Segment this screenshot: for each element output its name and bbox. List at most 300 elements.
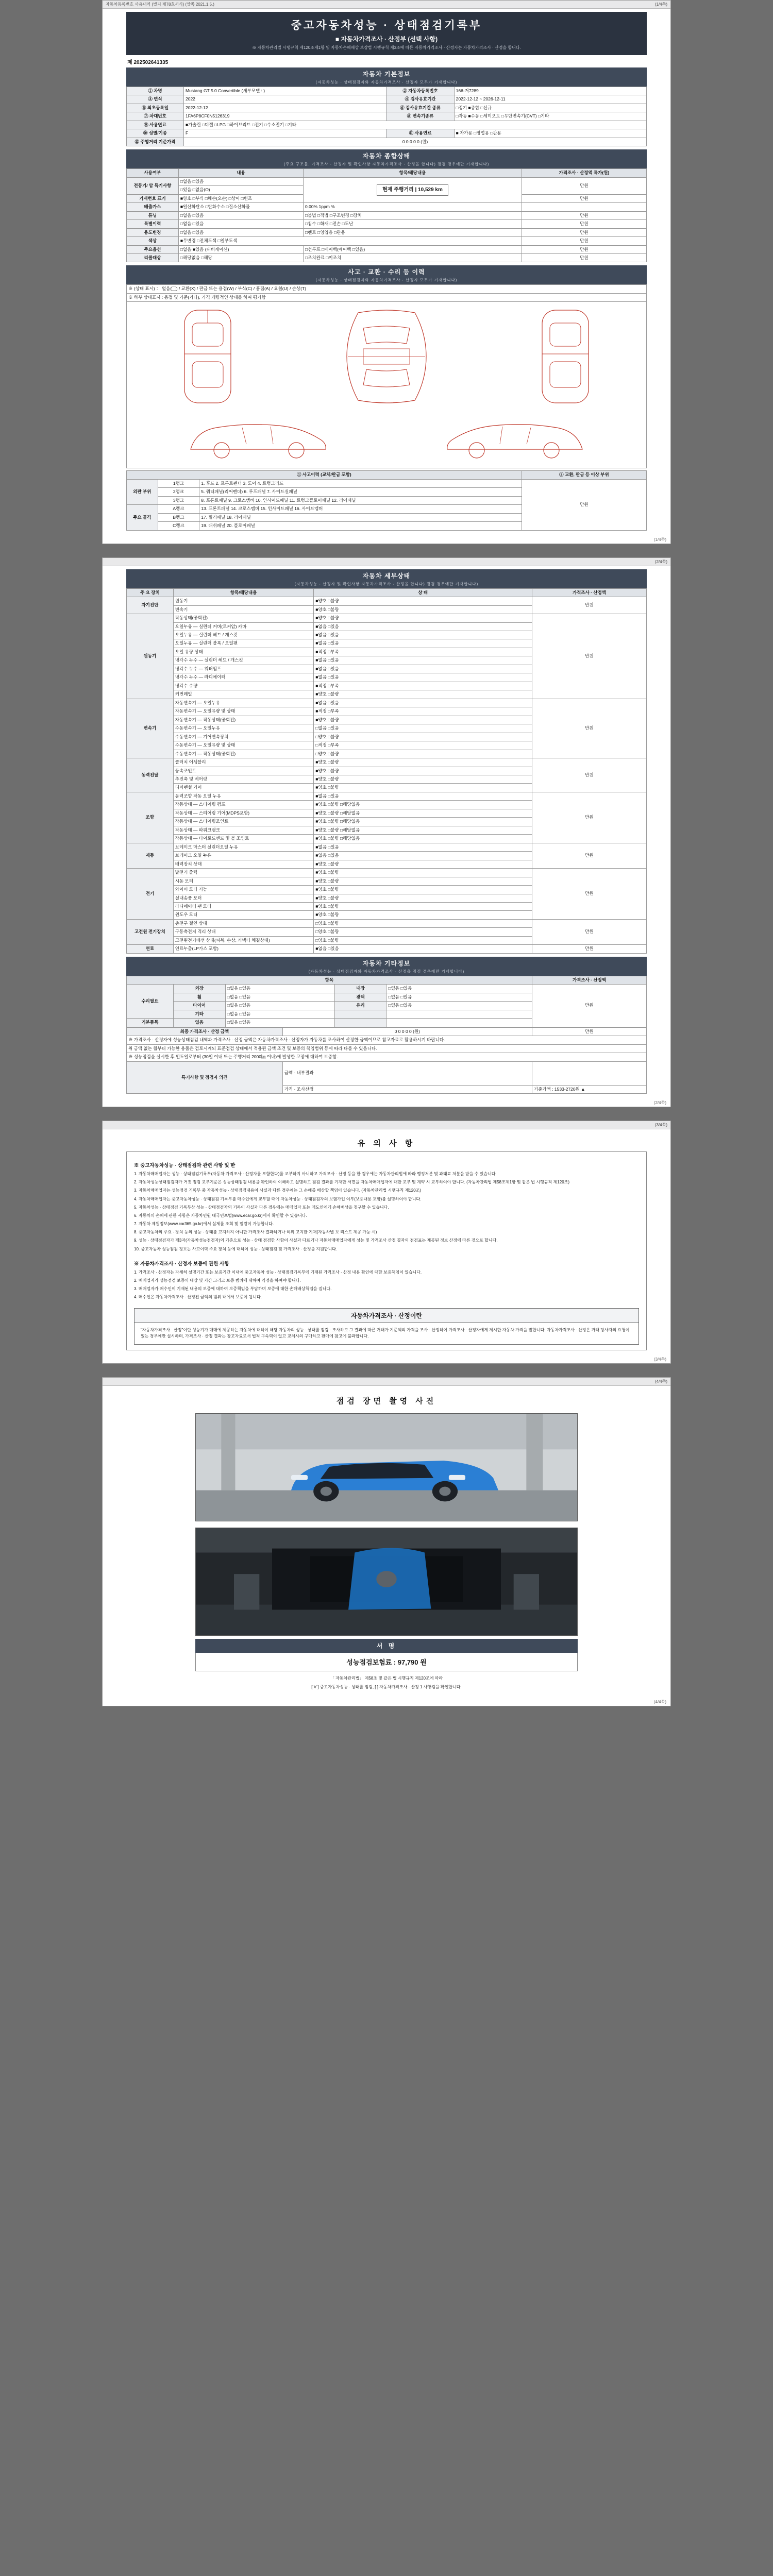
overall-cat-3: 배출가스 [127, 203, 179, 211]
overall-extra-8[interactable]: □선루프 □에어백(에어백 □있음) [304, 245, 522, 253]
damage-cat-outer: 외판 부위 [127, 479, 158, 504]
basic-info-table [126, 87, 647, 146]
basic-label-4: ⑤ 최초등록일 [127, 104, 184, 112]
detail-item-status[interactable]: ■양호 □불량 [314, 894, 532, 902]
detail-group-price-5: 만원 [532, 843, 647, 868]
detail-item-label: 시동 모터 [173, 877, 313, 885]
notice-item: 5. 자동차성능 · 상태점검 기록부상 성능 · 상태점검자의 기록이 사실과 다른 경우에는 매매업자 또는 매도인에게 손해배상을 청구할 수 있습니다. [134, 1205, 389, 1210]
etc-item-a: 휠 [173, 993, 225, 1001]
document-title-block [126, 12, 647, 55]
overall-extra-4[interactable]: □불법 □적법 □구조변경 □장치 [304, 211, 522, 219]
detail-item-label: 윈도우 모터 [173, 911, 313, 919]
table-row [127, 177, 647, 185]
section-overall [126, 149, 647, 168]
detail-item-label: 브레이크 마스터 실린더오일 누유 [173, 843, 313, 851]
detail-item-label: 수동변속기 — 오일누유 [173, 724, 313, 733]
overall-price-5: 만원 [522, 220, 646, 228]
inspection-photo-underbody [195, 1528, 578, 1636]
etc-item-b[interactable]: □없음 □있음 [225, 993, 334, 1001]
detail-item-label: 배력장치 상태 [173, 860, 313, 868]
detail-group-price-2: 만원 [532, 699, 647, 758]
table-row [127, 211, 647, 219]
basic-label-7: ⑧ 변속기종류 [386, 112, 454, 121]
detail-group-price-3: 만원 [532, 758, 647, 792]
detail-item-label: 작동상태 — 타이로드엔드 및 볼 조인트 [173, 835, 313, 843]
detail-item-status[interactable]: ■양호 □불량 [314, 716, 532, 724]
basic-value-5: □정기 ■종합 □신규 [454, 104, 646, 112]
detail-item-label: 동력조향 작동 오일 누유 [173, 792, 313, 800]
overall-check-8[interactable]: □없음 ■있음 (내비게이션) [178, 245, 303, 253]
detail-item-status[interactable]: □없음 □있음 [314, 724, 532, 733]
detail-item-status[interactable]: ■양호 □불량 [314, 597, 532, 605]
detail-item-status[interactable]: ■없음 □있음 [314, 852, 532, 860]
overall-price-3 [522, 203, 646, 211]
basic-value-6: 1FA6P8CF0N5126319 [183, 112, 386, 121]
detail-item-status[interactable]: ■없음 □있음 [314, 656, 532, 665]
detail-group-1: 원동기 [127, 614, 174, 699]
section-accident [126, 265, 647, 284]
detail-item-label: 라디에이터 팬 모터 [173, 903, 313, 911]
detail-item-label: 작동상태 — 스티어링조인트 [173, 818, 313, 826]
detail-item-label: 자동변속기 — 오일유량 및 상태 [173, 707, 313, 716]
etc-item-b[interactable]: □없음 □있음 [225, 985, 334, 993]
document-sub-title: ■ 자동차가격조사 · 산정부 (선택 사항) [335, 36, 438, 43]
table-row [127, 253, 647, 262]
detail-item-status[interactable]: ■양호 □불량 □해당없음 [314, 809, 532, 817]
detail-item-status[interactable]: ■양호 □불량 [314, 614, 532, 622]
detail-item-label: 수동변속기 — 오일유량 및 상태 [173, 741, 313, 750]
detail-item-status[interactable]: □양호 □불량 [314, 919, 532, 927]
photos-title: 점검 장면 촬영 사진 [336, 1397, 437, 1406]
basic-label-11: ⑫ 주행거리 기준가격 [127, 138, 184, 146]
detail-item-status[interactable]: ■양호 □불량 □해당없음 [314, 835, 532, 843]
etc-item-a: 타이어 [173, 1002, 225, 1010]
basic-value-9: F [183, 129, 386, 138]
overall-check-2[interactable]: ■양호 □부식 □훼손(오손) □상이 □변조 [178, 194, 303, 202]
basic-value-11: 0 0 0 0 0 (원) [183, 138, 646, 146]
table-row [127, 843, 647, 851]
damage-head-0: ① 사고이력 (교체/판금 포함) [127, 471, 522, 479]
detail-item-status[interactable]: ■양호 □불량 [314, 758, 532, 767]
detail-item-label: 구동축전지 격리 상태 [173, 928, 313, 936]
mileage-cell [304, 177, 522, 202]
page-number-4: (4/4쪽) [654, 1379, 667, 1384]
detail-item-status[interactable]: ■없음 □있음 [314, 631, 532, 639]
detail-item-status[interactable]: ■적정 □부족 [314, 682, 532, 690]
etc-head-2: 가격조사 · 산정액 [532, 976, 646, 984]
detail-item-label: 냉각수 누수 — 워터펌프 [173, 665, 313, 673]
table-row [127, 1053, 647, 1061]
section-overall-title: 자동차 종합상태 [362, 152, 411, 160]
overall-price-8: 만원 [522, 245, 646, 253]
basic-label-9: ⑩ 성별/기종 [127, 129, 184, 138]
detail-group-price-6: 만원 [532, 869, 647, 920]
detail-item-status[interactable]: ■양호 □불량 [314, 869, 532, 877]
basic-value-7: □자동 ■수동 □세미오토 □무단변속기(CVT) □기타 [454, 112, 646, 121]
final-warn-1: 위 금액 없는 월부터 가능한 용품은 검토시계되 표준점검 상태에서 적용된 금액 조건 및 보증의 책임범위 등에 따라 다를 수 있음니다. [127, 1044, 647, 1053]
detail-item-label: 오일누유 — 실린더 헤드 / 개스킷 [173, 631, 313, 639]
damage-text-2[interactable]: 8. 프론트패널 9. 크로스멤버 10. 인사이드패널 11. 트렁크플로어패널 12. 리어패널 [199, 496, 522, 504]
etc-item-d[interactable]: □없음 □있음 [386, 1002, 532, 1010]
detail-item-label: 원동기 [173, 597, 313, 605]
detail-item-status[interactable]: ■적정 □부족 [314, 707, 532, 716]
table-row [127, 597, 647, 605]
page-footer-3: (3/4쪽) [653, 1357, 666, 1362]
overall-extra-3: 0.00% 1ppm % [304, 203, 522, 211]
overall-check-3[interactable]: ■일산화탄소 □탄화수소 □질소산화물 [178, 203, 303, 211]
notice-item: 6. 자동차의 손해에 관한 사항은 자동차민원 대국민포털(www.ecar.go.kr)에서 확인할 수 있습니다. [134, 1213, 307, 1218]
detail-item-status[interactable]: ■양호 □불량 □해당없음 [314, 826, 532, 834]
basic-label-0: ① 차명 [127, 87, 184, 95]
notice-title: 유 의 사 항 [357, 1139, 416, 1148]
photo-2-wrap [195, 1524, 578, 1639]
table-row [127, 945, 647, 953]
section-etc [126, 957, 647, 976]
overall-cat-8: 주요옵션 [127, 245, 179, 253]
overall-price-9: 만원 [522, 253, 646, 262]
damage-rank-5: C랭크 [158, 522, 199, 530]
damage-rank-4: B랭크 [158, 513, 199, 521]
detail-item-label: 충전구 절연 상태 [173, 919, 313, 927]
overall-price-0: 만원 [522, 177, 646, 194]
notice-item: 3. 자동차매매업자는 성능점검 기록부 중 자동차성능 · 상태점검내용이 사실과 다른 경우에는 그 손해를 배상할 책임이 있습니다. (자동차관리법 시행규칙 제120조) [134, 1188, 422, 1193]
page-footer-4: (4/4쪽) [653, 1699, 666, 1704]
overall-price-2: 만원 [522, 194, 646, 202]
overall-cat-0: 전동기/ 압 특기사항 [127, 177, 179, 194]
guarantee-body: "자동차가격조사 · 산정"이란 성능기가 매매에 제공하는 자동차에 대하여 해당 자동차의 성능 · 상태를 점검 · 조사하고 그 결과에 따른 거래가 기준액의 가격을 조사 · 산정하여 가격조사 · 산정자에게 제시한 자동차 가격을 말합니다. 자동차가격조사 · 산정은 거래 당사자의 요청이 있는 경우에만 실시하며, 가격조사 · 산정 결과는 참고자료로서 법적 구속력이 없고 교체시의 구매하고 판매에 참고에 불과합니다. [134, 1323, 639, 1345]
etc-item-c: 내장 [334, 985, 386, 993]
table-row [127, 479, 647, 487]
notice-item: 4. 자동차매매업자는 중고자동차성능 · 상태점검 기록부를 매수인에게 교부할 때에 자동차성능 · 상태점검자의 보험가입 여부(보증내용 포함)를 설명하여야 합니다. [134, 1196, 422, 1201]
detail-group-6: 전기 [127, 869, 174, 920]
overall-cat-2: 기재번호 표기 [127, 194, 179, 202]
detail-item-status[interactable]: ■양호 □불량 [314, 911, 532, 919]
detail-group-7: 고전원 전기장치 [127, 919, 174, 944]
damage-rank-0: 1랭크 [158, 479, 199, 487]
overall-head-3: 가격조사 · 산정액 특가(원) [522, 169, 646, 177]
document-description: ※ 자동차관리법 시행규칙 제120조제1항 및 자동차손해배상 보장법 시행규칙 제3조에 따른 자동차가격조사 · 산정자는 자동차가격조사 · 산정을 합니다. [252, 45, 521, 50]
table-row [127, 1061, 647, 1085]
basic-value-1: 166-저7289 [454, 87, 646, 95]
notice-item: 7. 자동차 제원정보(www.car365.go.kr)에서 실제를 조회 및 열람이 가능합니다. [134, 1222, 274, 1227]
detail-group-3: 동력전달 [127, 758, 174, 792]
etc-item-d[interactable]: □없음 □있음 [386, 985, 532, 993]
etc-price: 만원 [532, 985, 646, 1027]
overall-price-6: 만원 [522, 228, 646, 236]
detail-item-status[interactable]: ■적정 □부족 [314, 648, 532, 656]
detail-group-price-0: 만원 [532, 597, 647, 614]
page-footer-1: (1/4쪽) [653, 537, 666, 542]
table-row [127, 220, 647, 228]
overall-check-9[interactable]: □해당없음 □해당 [178, 253, 303, 262]
section-accident-note: (자동차성능 · 상태점검자와 자동차가격조사 · 산정자 모두가 기재합니다) [315, 278, 458, 283]
detail-item-label: 오일누유 — 실린더 커버(로커암) 카바 [173, 622, 313, 631]
detail-item-label: 클러치 어셈블리 [173, 758, 313, 767]
damage-rank-2: 3랭크 [158, 496, 199, 504]
basic-value-3: 2022-12-12 ~ 2026-12-11 [454, 95, 646, 104]
detail-group-2: 변속기 [127, 699, 174, 758]
detail-item-label: 커먼레일 [173, 690, 313, 699]
detail-item-label: 작동상태 — 파워크랭크 [173, 826, 313, 834]
detail-item-status[interactable]: ■없음 □있음 [314, 622, 532, 631]
detail-item-label: 연료누출(LP가스 포함) [173, 945, 313, 953]
detail-item-label: 고전원전기배선 상태(피복, 손상, 커넥터 체결상태) [173, 936, 313, 944]
detail-item-status[interactable]: ■없음 □있음 [314, 699, 532, 707]
etc-table-body [127, 985, 647, 1027]
notice-item: 2. 자동차성능상태점검자가 거짓 점검 교부기준은 성능상태점검 내용을 확인하여 이해하고 설명하고 점검 결과를 기재한 서면을 자동차매매업자에 대한 교부 및 계약 시 교부하여야 합니다. (자동차관리법 제58조제1항 및 같은 법 시행규칙 제120조) [134, 1180, 570, 1185]
overall-check-1[interactable]: □있음 □없음(O) [178, 186, 303, 194]
signature-band: 서 명 [195, 1639, 578, 1653]
detail-item-status[interactable]: ■없음 □있음 [314, 673, 532, 682]
etc-item-d[interactable]: □없음 □있음 [386, 993, 532, 1001]
page-number-3: (3/4쪽) [654, 1122, 667, 1127]
detail-item-status[interactable]: ■양호 □불량 □해당없음 [314, 818, 532, 826]
page-number-2: (2/4쪽) [654, 559, 667, 564]
detail-group-0: 자기진단 [127, 597, 174, 614]
section-basic-title: 자동차 기본정보 [362, 71, 411, 78]
detail-item-label: 브레이크 오일 누유 [173, 852, 313, 860]
final-sum-unit: 만원 [532, 1027, 647, 1036]
table-header-row [127, 588, 647, 597]
notice-heading-2: ※ 자동차가격조사 · 산정자 보증에 관한 사항 [134, 1261, 229, 1267]
car-diagram-row-2 [129, 408, 644, 465]
overall-extra-6[interactable]: □렌트 □영업용 □관용 [304, 228, 522, 236]
etc-item-b[interactable]: □없음 □있음 [225, 1002, 334, 1010]
table-row [127, 1036, 647, 1044]
document-main-title: 중고자동차성능 · 상태점검기록부 [291, 20, 482, 31]
final-warn-2: ※ 성능점검을 실시한 후 인도일로부터 (30일 이내 또는 주행거리 2000㎞ 이내)에 발생한 고장에 대하여 보증함. [127, 1053, 647, 1061]
detail-item-status[interactable]: □양호 □불량 [314, 750, 532, 758]
damage-rank-1: 2랭크 [158, 488, 199, 496]
detail-item-label: 냉각수 수량 [173, 682, 313, 690]
basic-label-6: ⑦ 차대번호 [127, 112, 184, 121]
overall-check-5[interactable]: □없음 □있음 [178, 220, 303, 228]
damage-text-1[interactable]: 5. 쿼터패널(리어펜더) 6. 루프패널 7. 사이드실패널 [199, 488, 522, 496]
detail-item-status[interactable]: □적정 □부족 [314, 741, 532, 750]
page-2 [102, 557, 671, 1107]
final-sum-note: ※ 가격조사 · 산정자에 성능상태점검 내역과 가격조사 · 산정 금액은 자동차가격조사 · 산정자가 자동차를 조사하여 산정한 금액이므로 참고자료로 활용하시기 바랍니다. [127, 1036, 647, 1044]
section-detail-note: (자동차성능 · 산정자 및 확인사항 자동차가격조사 · 산정을 합니다) 점검 경우에만 기재합니다) [294, 581, 479, 586]
basic-value-2: 2022 [183, 95, 386, 104]
overall-cat-4: 튜닝 [127, 211, 179, 219]
table-row [127, 758, 647, 767]
page-footer-2: (2/4쪽) [653, 1100, 666, 1105]
basic-value-8: ■가솔린 □디젤 □LPG □하이브리드 □전기 □수소전기 □기타 [183, 121, 646, 129]
notice-item: 1. 자동차매매업자는 성능 · 상태점검기록부(자동차 가격조사 · 산정자를 포함한다)를 교부하지 아니하고 가격조사 · 산정 등을 한 경우에는 자동차관리법에 따라 행정처분 및 과태료 처분을 받을 수 있습니다. [134, 1171, 497, 1176]
notice-box [126, 1151, 647, 1350]
damage-rank-3: A랭크 [158, 505, 199, 513]
etc-group-4: 기본품목 [127, 1019, 174, 1027]
detail-item-label: 추진축 및 베어링 [173, 775, 313, 783]
basic-label-8: ⑨ 사용연료 [127, 121, 184, 129]
detail-item-label: 냉각수 누수 — 실린더 헤드 / 개스킷 [173, 656, 313, 665]
detail-item-status[interactable]: ■없음 □있음 [314, 792, 532, 800]
detail-item-status[interactable]: ■양호 □불량 [314, 903, 532, 911]
final-sum-value: 0 0 0 0 0 (원) [282, 1027, 532, 1036]
page-1 [102, 0, 671, 544]
table-row [127, 293, 647, 301]
etc-item-d[interactable] [386, 1019, 532, 1027]
footer-legal-2: [ V ] 중고자동차성능 · 상태를 점검, [ ] 자동차가격조사 · 산정 1 사항검을 확인합니다. [311, 1684, 462, 1689]
notice-item: 10. 중고자동차 성능점검 정보는 사고이력 주요 장치 등에 대하여 성능 · 상태점검 및 가격조사 · 산정을 지원합니다. [134, 1246, 338, 1251]
detail-item-status[interactable]: ■양호 □불량 [314, 877, 532, 885]
detail-item-status[interactable]: ■양호 □불량 [314, 775, 532, 783]
inspection-fee: 성능점검보험료 : 97,790 원 [195, 1653, 578, 1671]
page-4 [102, 1377, 671, 1706]
etc-item-a: 없음 [173, 1019, 225, 1027]
page-3 [102, 1121, 671, 1364]
overall-extra-9[interactable]: □조치완료 □미조치 [304, 253, 522, 262]
damage-text-5[interactable]: 19. 대쉬패널 20. 플로어패널 [199, 522, 522, 530]
detail-item-label: 작동상태 — 스티어링 기어(MDPS포함) [173, 809, 313, 817]
etc-item-c [334, 1010, 386, 1018]
detail-item-status[interactable]: ■양호 □불량 [314, 860, 532, 868]
form-legal-ref: 자동차등록번호 사용내역 (별지 제78호서식) (앞쪽 2021.1.5.) [106, 2, 214, 7]
notice-item: 2. 매매업자가 성능점검 보증의 대상 및 기간 그리고 보증 범위에 대하여 약정을 하여야 합니다. [134, 1278, 301, 1283]
car-top-view-diagram [327, 305, 446, 408]
section-detail [126, 569, 647, 588]
accident-damage-table [126, 470, 647, 530]
basic-label-3: ④ 검사유효기간 [386, 95, 454, 104]
detail-item-label: 자동변속기 — 오일누유 [173, 699, 313, 707]
mileage-value: 현재 주행거리 | 10,529 km [377, 184, 448, 196]
overall-cat-7: 색상 [127, 237, 179, 245]
detail-item-label: 수동변속기 — 기어변속장치 [173, 733, 313, 741]
detail-item-label: 오일누유 — 실린더 블록 / 오일팬 [173, 639, 313, 648]
page-header-2 [103, 558, 670, 566]
notice-item: 9. 성능 · 상태점검자가 제3자(자동차성능점검자)의 기준으로 성능 · 상태 점검한 사항이 사실과 다르거나 자동차매매업자에게 성능 및 가격조사 산정 결과의 점검표는 제공된 정보 산정에 따른 것으로 합니다. [134, 1238, 498, 1243]
detail-item-label: 작동상태(공회전) [173, 614, 313, 622]
detail-head-0: 주 요 장치 [127, 588, 174, 597]
etc-item-d[interactable] [386, 1010, 532, 1018]
detail-item-status[interactable]: □양호 □불량 [314, 936, 532, 944]
detail-item-label: 실내송풍 모터 [173, 894, 313, 902]
notice-item: 3. 매매업자가 매수인이 기재된 내용의 보증에 대하여 보증책임을 부담하며 보증에 대한 손해배상책임을 집니다. [134, 1286, 332, 1292]
damage-text-0[interactable]: 1. 후드 2. 프론트펜더 3. 도어 4. 트렁크리드 [199, 479, 522, 487]
table-row [127, 919, 647, 927]
table-row [127, 112, 647, 121]
detail-item-status[interactable]: ■양호 □불량 □해당없음 [314, 801, 532, 809]
notice-heading-1: ※ 중고자동차성능 · 상태점검과 관련 사항 및 한 [134, 1162, 236, 1168]
accident-legend-table [126, 284, 647, 302]
detail-group-price-1: 만원 [532, 614, 647, 699]
detail-item-status[interactable]: ■양호 □불량 [314, 690, 532, 699]
detail-item-status[interactable]: ■양호 □불량 [314, 784, 532, 792]
overall-check-4[interactable]: □없음 □있음 [178, 211, 303, 219]
etc-item-b[interactable]: □없음 □있음 [225, 1010, 334, 1018]
final-sum-label: 최종 가격조사 · 산정 금액 [127, 1027, 283, 1036]
etc-head-0: 항목 [127, 976, 532, 984]
detail-group-price-7: 만원 [532, 919, 647, 944]
overall-head-2: 항목/해당내용 [304, 169, 522, 177]
detail-group-price-4: 만원 [532, 792, 647, 843]
overall-check-7[interactable]: ■무변경 □전체도색 □일부도색 [178, 237, 522, 245]
notice-list-1 [134, 1171, 639, 1252]
detail-group-4: 조향 [127, 792, 174, 843]
detail-item-status[interactable]: □양호 □불량 [314, 733, 532, 741]
final-price-table [126, 1027, 647, 1094]
basic-value-0: Mustang GT 5.0 Convertible (세부모델 : ) [183, 87, 386, 95]
car-rear-view-diagram [527, 305, 604, 408]
notice-list-2 [134, 1269, 639, 1301]
section-detail-title: 자동차 세부상태 [362, 572, 411, 580]
section-etc-title: 자동차 기타정보 [362, 959, 411, 967]
table-row [127, 245, 647, 253]
detail-item-label: 작동상태 — 스티어링 펌프 [173, 801, 313, 809]
section-overall-note: (주요 구조물, 가격조사 · 산정자 및 확인사항 자동차가격조사 · 산정을 합니다) 점검 경우에만 기재합니다) [283, 162, 490, 167]
detail-item-status[interactable]: ■양호 □불량 [314, 605, 532, 614]
detail-item-status[interactable]: □양호 □불량 [314, 928, 532, 936]
car-front-view-diagram [169, 305, 246, 408]
overall-extra-5[interactable]: □침수 □화재 □전손 □도난 [304, 220, 522, 228]
overall-price-7: 만원 [522, 237, 646, 245]
table-header-row [127, 471, 647, 479]
table-row [127, 699, 647, 707]
overall-table [126, 168, 647, 262]
notice-item: 1. 가격조사 · 산정자는 자세히 설명기간 또는 보증기간 이내에 중고자동차 성능 · 상태점검기록부에 기재된 가격조사 · 산정 내용 확인에 대한 보증책임이 있습니다. [134, 1269, 422, 1275]
table-row [127, 792, 647, 800]
page-header-4 [103, 1378, 670, 1386]
detail-group-8: 연료 [127, 945, 174, 953]
detail-item-status[interactable]: ■없음 □있음 [314, 843, 532, 851]
detail-item-label: 냉각수 누수 — 라디에이터 [173, 673, 313, 682]
etc-table [126, 976, 647, 1027]
detail-item-status[interactable]: ■없음 □있음 [314, 665, 532, 673]
detail-item-label: 등속조인트 [173, 767, 313, 775]
remarks-value-0[interactable] [532, 1061, 647, 1085]
detail-item-status[interactable]: ■양호 □불량 [314, 886, 532, 894]
photo-1-wrap [195, 1410, 578, 1524]
detail-item-status[interactable]: ■양호 □불량 [314, 767, 532, 775]
etc-item-b[interactable]: □없음 □있음 [225, 1019, 334, 1027]
detail-head-3: 가격조사 · 산정액 [532, 588, 647, 597]
detail-item-label: 와이퍼 모터 기능 [173, 886, 313, 894]
damage-head-1: ② 교환, 판금 등 이상 부위 [522, 471, 646, 479]
detail-item-label: 발전기 출력 [173, 869, 313, 877]
detail-item-status[interactable]: ■없음 □있음 [314, 945, 532, 953]
detail-group-5: 제동 [127, 843, 174, 868]
table-row [127, 228, 647, 236]
detail-item-label: 수동변속기 — 작동상태(공회전) [173, 750, 313, 758]
section-etc-note: (자동차성능 · 상태점검자와 자동차가격조사 · 산정을 점검 경우에만 기재합니다) [308, 969, 465, 974]
section-basic-info [126, 67, 647, 87]
damage-text-3[interactable]: 13. 프론트패널 14. 크로스멤버 15. 인사이드패널 16. 사이드멤버 [199, 505, 522, 513]
car-left-side-diagram [180, 408, 335, 465]
overall-check-6[interactable]: □없음 □있음 [178, 228, 303, 236]
table-row [127, 985, 647, 993]
footer-legal-1: 「 자동차관리법」 제58조 및 같은 법 시행규칙 제120조에 따라 [330, 1676, 443, 1681]
remarks-key-0: 금액 · 내부결과 [282, 1061, 532, 1085]
basic-label-5: ⑥ 검사유효기간 종류 [386, 104, 454, 112]
detail-table-body [127, 597, 647, 954]
table-row [127, 121, 647, 129]
basic-label-1: ② 자동차등록번호 [386, 87, 454, 95]
table-header-row [127, 169, 647, 177]
detail-item-label: 자동변속기 — 작동상태(공회전) [173, 716, 313, 724]
overall-check-0[interactable]: □없음 □있음 [178, 177, 303, 185]
damage-text-4[interactable]: 17. 필러패널 18. 리어패널 [199, 513, 522, 521]
detail-item-status[interactable]: ■없음 □있음 [314, 639, 532, 648]
remarks-value-1[interactable]: 기준가액 : 1533-2720원 ▲ [532, 1085, 647, 1093]
etc-item-a: 기타 [173, 1010, 225, 1018]
etc-item-c [334, 1019, 386, 1027]
detail-group-price-8: 만원 [532, 945, 647, 953]
car-right-side-diagram [438, 408, 593, 465]
damage-price: 만원 [522, 479, 646, 530]
etc-item-c: 유리 [334, 1002, 386, 1010]
table-row [127, 1044, 647, 1053]
table-row [127, 104, 647, 112]
